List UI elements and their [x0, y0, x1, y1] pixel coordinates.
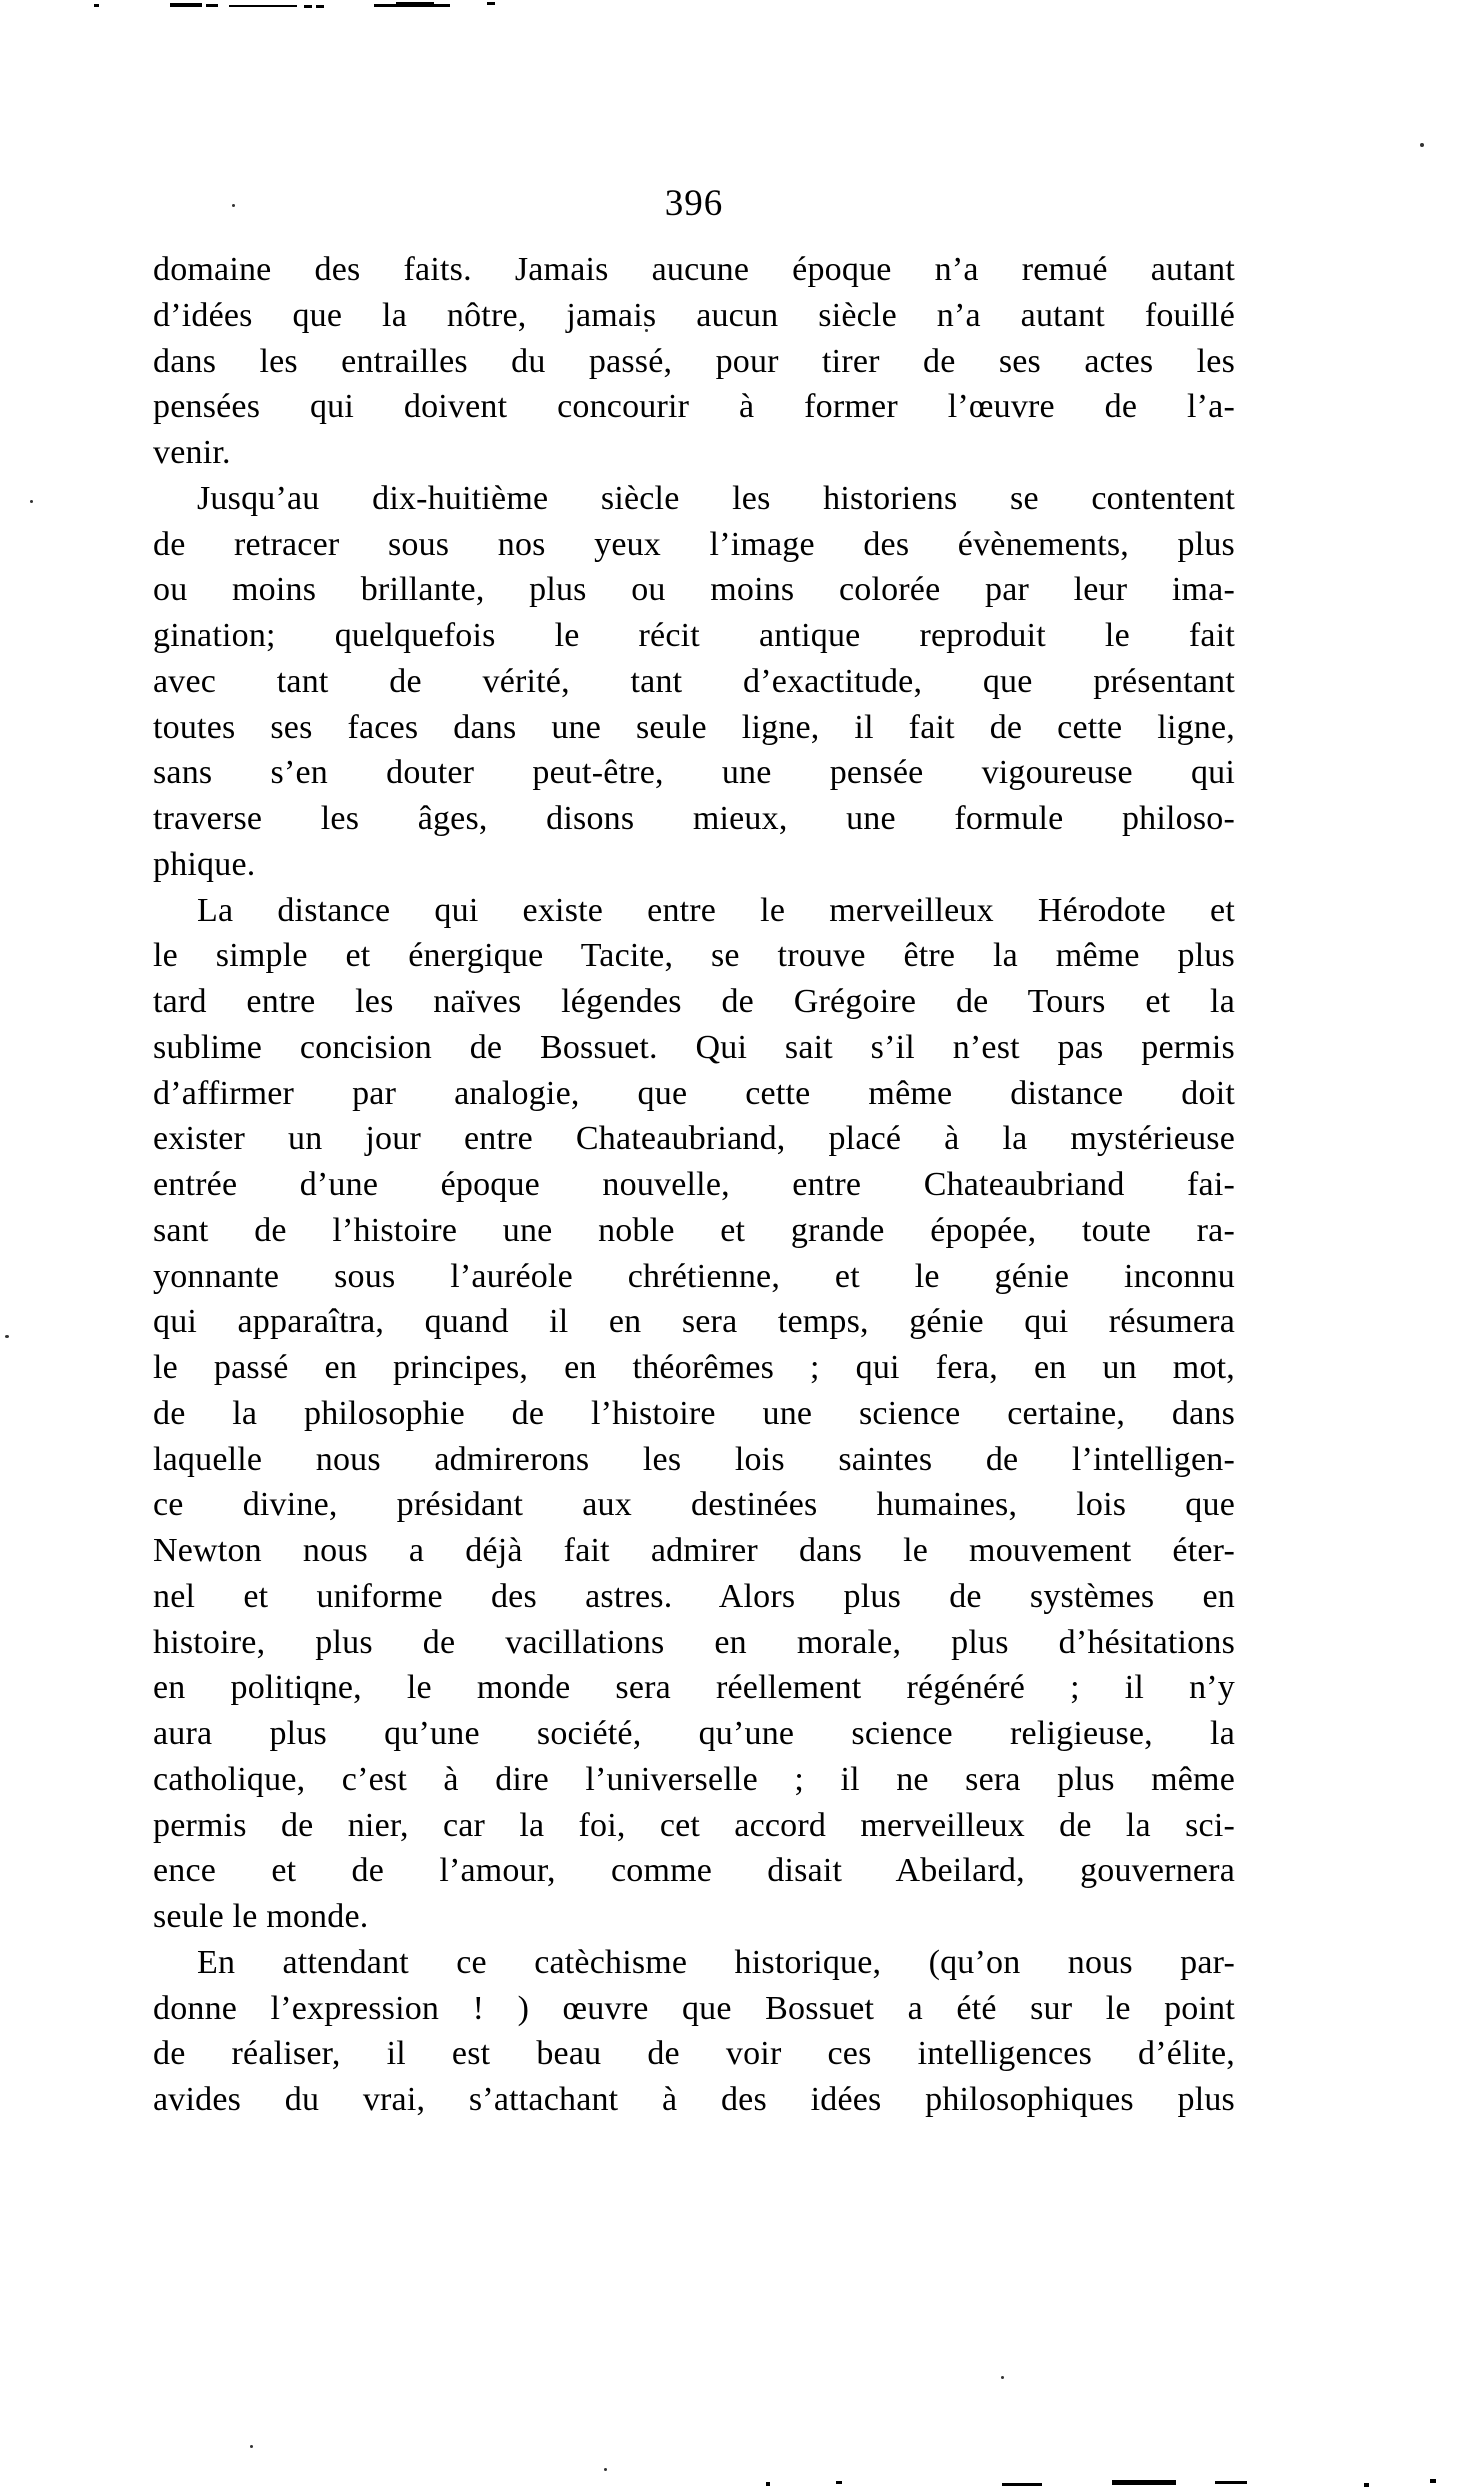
text-line: aura plus qu’une société, qu’une science religieuse, la — [153, 1715, 1235, 1752]
scan-artifact — [206, 4, 218, 7]
text-line: histoire, plus de vacillations en morale, plus d’hésitations — [153, 1623, 1235, 1661]
text-line: gination; quelquefois le récit antique reproduit le fait — [153, 617, 1235, 654]
text-line: seule le monde. — [153, 1898, 369, 1935]
text-line: ce divine, présidant aux destinées humaines, lois que — [153, 1486, 1235, 1524]
text-line: entrée d’une époque nouvelle, entre Chateaubriand fai- — [153, 1166, 1235, 1203]
scan-artifact — [766, 2482, 770, 2486]
text-line: laquelle nous admirerons les lois saintes de l’intelligen- — [153, 1440, 1235, 1478]
paragraph — [153, 1940, 1235, 2123]
text-line: sant de l’histoire une noble et grande épopée, toute ra- — [153, 1211, 1235, 1249]
scan-artifact — [1215, 2481, 1247, 2484]
text-line: sublime concision de Bossuet. Qui sait s’il n’est pas permis — [153, 1028, 1235, 1066]
text-line: le simple et énergique Tacite, se trouve être la même plus — [153, 937, 1235, 975]
text-line: tard entre les naïves légendes de Grégoire de Tours et la — [153, 983, 1235, 1020]
text-line: La distance qui existe entre le merveilleux Hérodote et — [197, 891, 1235, 929]
scan-artifact — [94, 4, 99, 7]
text-line: domaine des faits. Jamais aucune époque n’a remué autant — [153, 251, 1235, 288]
scan-artifact — [1430, 2479, 1436, 2483]
scan-speck — [30, 500, 33, 503]
text-line: dans les entrailles du passé, pour tirer de ses actes les — [153, 342, 1235, 380]
text-line: ence et de l’amour, comme disait Abeilard, gouvernera — [153, 1852, 1235, 1890]
text-line: en politiqne, le monde sera réellement régénéré ; il n’y — [153, 1669, 1235, 1707]
text-line: Newton nous a déjà fait admirer dans le mouvement éter- — [153, 1532, 1235, 1569]
text-line: catholique, c’est à dire l’universelle ; il ne sera plus même — [153, 1760, 1235, 1798]
text-line: pensées qui doivent concourir à former l’œuvre de l’a- — [153, 388, 1235, 426]
text-line: traverse les âges, disons mieux, une formule philoso- — [153, 800, 1235, 837]
scan-artifact — [304, 5, 312, 8]
text-line: nel et uniforme des astres. Alors plus de systèmes en — [153, 1577, 1235, 1615]
text-line: toutes ses faces dans une seule ligne, il fait de cette ligne, — [153, 708, 1235, 746]
text-line: yonnante sous l’auréole chrétienne, et le génie inconnu — [153, 1257, 1235, 1295]
paragraph — [153, 247, 1235, 476]
scan-artifact — [396, 2, 434, 7]
text-line: avec tant de vérité, tant d’exactitude, que présentant — [153, 662, 1235, 700]
page-number: 396 — [664, 183, 724, 224]
text-line: de retracer sous nos yeux l’image des évènements, plus — [153, 525, 1235, 563]
text-line: phique. — [153, 845, 256, 883]
page-text — [153, 247, 1235, 2123]
scan-artifact — [836, 2481, 842, 2484]
text-line: d’idées que la nôtre, jamais aucun siècle n’a autant fouillé — [153, 296, 1235, 334]
text-line: de réaliser, il est beau de voir ces intelligences d’élite, — [153, 2035, 1235, 2073]
text-line: En attendant ce catèchisme historique, (qu’on nous par- — [197, 1943, 1235, 1981]
text-line: Jusqu’au dix-huitième siècle les historiens se contentent — [197, 479, 1235, 517]
scan-speck — [250, 2445, 253, 2448]
text-line: d’affirmer par analogie, que cette même distance doit — [153, 1074, 1235, 1112]
scan-artifact — [487, 2, 495, 5]
text-line: donne l’expression ! ) œuvre que Bossuet a été sur le point — [153, 1989, 1235, 2027]
text-line: le passé en principes, en théorêmes ; qui fera, en un mot, — [153, 1349, 1235, 1386]
text-line: de la philosophie de l’histoire une science certaine, dans — [153, 1394, 1235, 1432]
text-line: qui apparaîtra, quand il en sera temps, génie qui résumera — [153, 1303, 1235, 1341]
scan-speck — [1420, 143, 1424, 147]
scan-speck — [1001, 2376, 1004, 2379]
scan-artifact — [1002, 2483, 1042, 2486]
text-line: sans s’en douter peut-être, une pensée vigoureuse qui — [153, 754, 1235, 792]
scan-artifact — [1112, 2480, 1176, 2485]
paragraph — [153, 476, 1235, 888]
scan-speck — [604, 2468, 607, 2471]
scan-artifact — [170, 3, 202, 7]
scan-artifact — [316, 5, 324, 8]
text-line: permis de nier, car la foi, cet accord merveilleux de la sci- — [153, 1806, 1235, 1844]
text-line: avides du vrai, s’attachant à des idées philosophiques plus — [153, 2081, 1235, 2118]
scan-artifact — [1364, 2483, 1369, 2487]
text-line: venir. — [153, 434, 231, 471]
scan-speck — [5, 1335, 9, 1338]
paragraph — [153, 888, 1235, 1940]
scan-artifact — [229, 5, 297, 7]
text-line: ou moins brillante, plus ou moins colorée par leur ima- — [153, 571, 1235, 609]
text-line: exister un jour entre Chateaubriand, placé à la mystérieuse — [153, 1120, 1235, 1158]
